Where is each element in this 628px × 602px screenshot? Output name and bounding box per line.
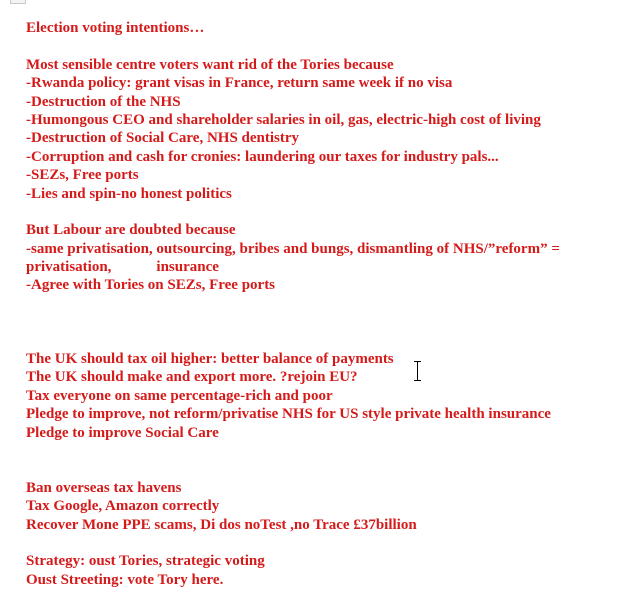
document-title: Election voting intentions… bbox=[26, 20, 205, 36]
labour-item-privatisation-line2: privatisation, insurance bbox=[26, 259, 219, 276]
blank-line bbox=[26, 442, 626, 460]
blank-line bbox=[26, 37, 626, 55]
blank-line bbox=[26, 534, 626, 552]
blank-line bbox=[26, 332, 626, 350]
uk-item-tax-oil: The UK should tax oil higher: better balance of payments bbox=[26, 351, 394, 368]
tories-item-nhs: -Destruction of the NHS bbox=[26, 93, 181, 110]
uk-item-tax-everyone: Tax everyone on same percentage-rich and poor bbox=[26, 387, 333, 404]
tories-heading: Most sensible centre voters want rid of the Tories because bbox=[26, 56, 394, 73]
blank-line bbox=[26, 313, 626, 331]
tories-item-salaries: -Humongous CEO and shareholder salaries in oil, gas, electric-high cost of living bbox=[26, 111, 541, 128]
page-corner-marker bbox=[10, 0, 26, 4]
tories-item-rwanda: -Rwanda policy: grant visas in France, return same week if no visa bbox=[26, 75, 453, 92]
tax-item-recover-ppe: Recover Mone PPE scams, Di dos noTest ,no Trace £37billion bbox=[26, 516, 417, 533]
blank-line bbox=[26, 460, 626, 478]
blank-line bbox=[26, 203, 626, 221]
document-body[interactable] bbox=[26, 19, 626, 589]
blank-line bbox=[26, 295, 626, 313]
uk-item-pledge-nhs: Pledge to improve, not reform/privatise NHS for US style private health insurance bbox=[26, 406, 551, 423]
tories-item-corruption: -Corruption and cash for cronies: laundering our taxes for industry pals... bbox=[26, 148, 499, 165]
uk-item-export: The UK should make and export more. ?rejoin EU? bbox=[26, 369, 358, 386]
tories-item-sezs: -SEZs, Free ports bbox=[26, 167, 139, 184]
tax-item-google-amazon: Tax Google, Amazon correctly bbox=[26, 498, 220, 515]
labour-item-sezs: -Agree with Tories on SEZs, Free ports bbox=[26, 277, 276, 294]
labour-heading: But Labour are doubted because bbox=[26, 222, 236, 239]
uk-item-pledge-social-care: Pledge to improve Social Care bbox=[26, 424, 219, 441]
strategy-item-oust-streeting: Oust Streeting: vote Tory here. bbox=[26, 571, 224, 588]
strategy-item-oust-tories: Strategy: oust Tories, strategic voting bbox=[26, 553, 265, 570]
tax-item-havens: Ban overseas tax havens bbox=[26, 479, 182, 496]
tories-item-lies: -Lies and spin-no honest politics bbox=[26, 185, 232, 202]
text-cursor-icon bbox=[413, 360, 422, 382]
tories-item-social-care: -Destruction of Social Care, NHS dentistry bbox=[26, 130, 300, 147]
labour-item-privatisation-line1: -same privatisation, outsourcing, bribes and bungs, dismantling of NHS/”reform” = bbox=[26, 240, 560, 257]
